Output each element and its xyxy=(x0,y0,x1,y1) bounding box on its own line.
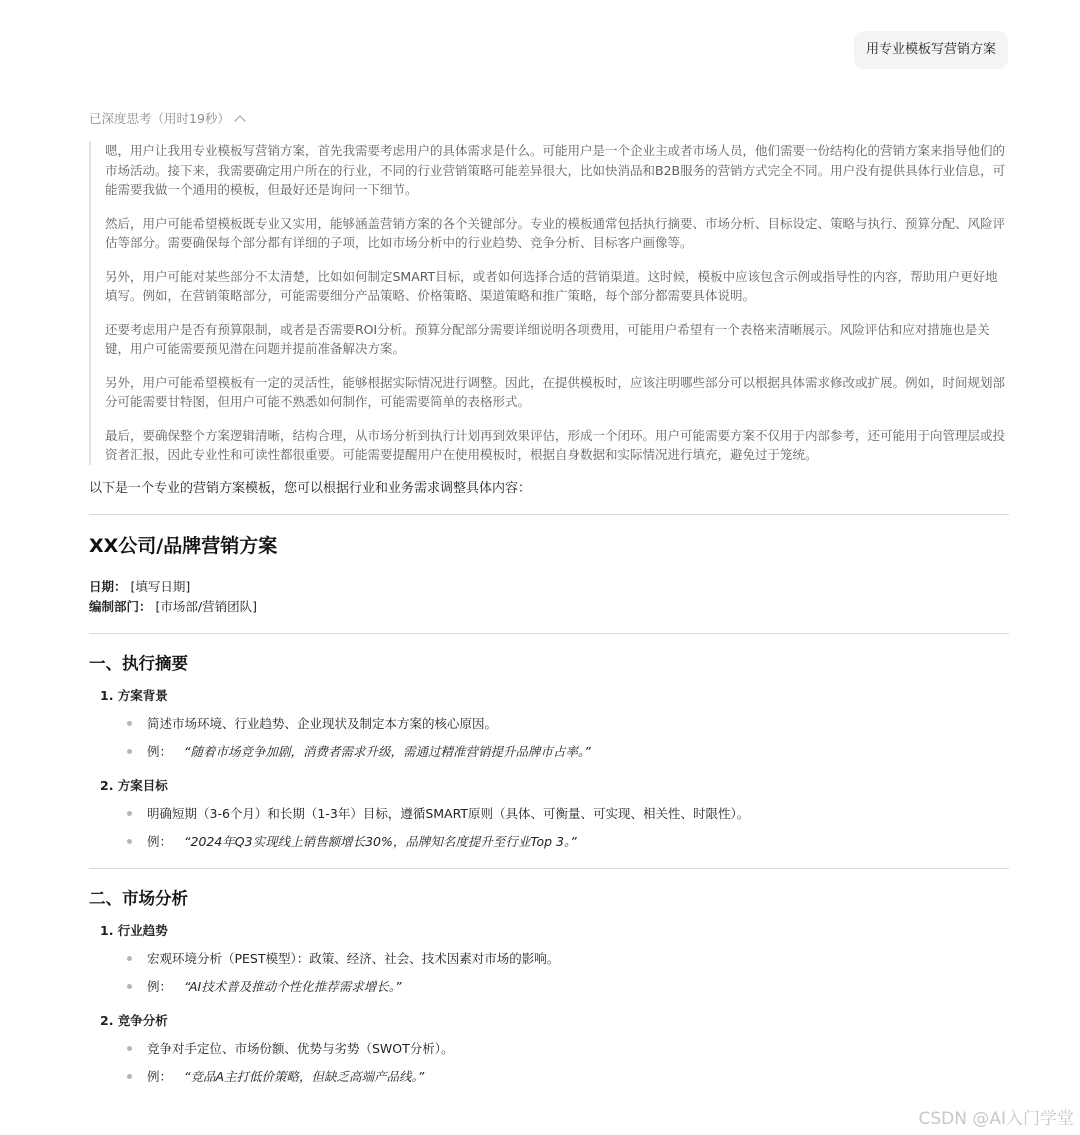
list-item xyxy=(127,714,1009,734)
divider xyxy=(89,633,1009,634)
section-heading: 一、执行摘要 xyxy=(89,653,188,673)
divider xyxy=(89,514,1009,515)
bullet-dot xyxy=(127,839,132,844)
list-item xyxy=(127,1039,1009,1059)
date-label: 日期： xyxy=(89,578,127,594)
assistant-response xyxy=(89,108,1009,1087)
example-text: “随着市场竞争加剧，消费者需求升级，需通过精准营销提升品牌市占率。” xyxy=(184,743,591,759)
list-item-text: 竞争对手定位、市场份额、优势与劣势（SWOT分析）。 xyxy=(147,1040,454,1056)
example-text: “2024年Q3实现线上销售额增长30%，品牌知名度提升至行业Top 3。” xyxy=(184,833,577,849)
bullet-dot xyxy=(127,1074,132,1079)
bullet-dot xyxy=(127,956,132,961)
date-value: [填写日期] xyxy=(130,578,191,594)
response-intro: 以下是一个专业的营销方案模板，您可以根据行业和业务需求调整具体内容： xyxy=(89,480,532,496)
bullet-dot xyxy=(127,749,132,754)
department-line xyxy=(89,597,1009,617)
example-label: 例： xyxy=(147,833,173,849)
subsection-heading: 1. 行业趋势 xyxy=(100,922,168,938)
thinking-paragraph: 嗯，用户让我用专业模板写营销方案，首先我需要考虑用户的具体需求是什么。可能用户是一个企业主或者市场人员，他们需要一份结构化的营销方案来指导他们的市场活动。接下来，我需要确定用户所在的行业，不同的行业营销策略可能差异很大，比如快消品和B2B服务的营销方式完全不同。用户没有提供具体行业信息，可能需要我做一个通用的模板，但最好还是询问一下细节。 xyxy=(105,143,1006,197)
thinking-paragraph: 另外，用户可能对某些部分不太清楚，比如如何制定SMART目标，或者如何选择合适的营销渠道。这时候，模板中应该包含示例或指导性的内容，帮助用户更好地填写。例如，在营销策略部分，可能需要细分产品策略、价格策略、渠道策略和推广策略，每个部分都需要具体说明。 xyxy=(105,268,998,303)
subsection-heading: 1. 方案背景 xyxy=(100,687,168,703)
document-title: XX公司/品牌营销方案 xyxy=(89,534,278,557)
thinking-paragraph: 另外，用户可能希望模板有一定的灵活性，能够根据实际情况进行调整。因此，在提供模板时，应该注明哪些部分可以根据具体需求修改或扩展。例如，时间规划部分可能需要甘特图，但用户可能不熟悉如何制作，可能需要简单的表格形式。 xyxy=(105,374,1006,409)
bullet-dot xyxy=(127,1046,132,1051)
example-item xyxy=(127,1067,1009,1087)
example-label: 例： xyxy=(147,978,173,994)
example-item xyxy=(127,832,1009,852)
thinking-header-label: 已深度思考（用时19秒） xyxy=(89,111,230,126)
department-label: 编制部门： xyxy=(89,598,152,614)
watermark: CSDN @AI入门学堂 xyxy=(918,1109,1074,1129)
example-item xyxy=(127,742,1009,762)
thinking-content xyxy=(89,141,1009,465)
list-item-text: 宏观环境分析（PEST模型）：政策、经济、社会、技术因素对市场的影响。 xyxy=(147,950,560,966)
example-item xyxy=(127,977,1009,997)
example-text: “AI技术普及推动个性化推荐需求增长。” xyxy=(184,978,402,994)
thinking-toggle[interactable] xyxy=(89,108,1009,128)
bullet-dot xyxy=(127,721,132,726)
list-item xyxy=(127,804,1009,824)
list-item xyxy=(127,949,1009,969)
example-text: “竞品A主打低价策略，但缺乏高端产品线。” xyxy=(184,1068,425,1084)
chevron-up-icon xyxy=(234,115,245,126)
subsection-heading: 2. 方案目标 xyxy=(100,777,168,793)
bullet-dot xyxy=(127,811,132,816)
date-line xyxy=(89,577,1009,597)
example-label: 例： xyxy=(147,743,173,759)
list-item-text: 明确短期（3-6个月）和长期（1-3年）目标，遵循SMART原则（具体、可衡量、可实现、相关性、时限性）。 xyxy=(147,805,750,821)
thinking-paragraph: 然后，用户可能希望模板既专业又实用，能够涵盖营销方案的各个关键部分。专业的模板通常包括执行摘要、市场分析、目标设定、策略与执行、预算分配、风险评估等部分。需要确保每个部分都有详细的子项，比如市场分析中的行业趋势、竞争分析、目标客户画像等。 xyxy=(105,215,1006,250)
user-message-bubble: 用专业模板写营销方案 xyxy=(854,31,1008,69)
list-item-text: 简述市场环境、行业趋势、企业现状及制定本方案的核心原因。 xyxy=(147,715,498,731)
thinking-paragraph: 最后，要确保整个方案逻辑清晰，结构合理，从市场分析到执行计划再到效果评估，形成一个闭环。用户可能需要方案不仅用于内部参考，还可能用于向管理层或投资者汇报，因此专业性和可读性都很重要。可能需要提醒用户在使用模板时，根据自身数据和实际情况进行填充，避免过于笼统。 xyxy=(105,427,1006,462)
department-value: [市场部/营销团队] xyxy=(155,598,257,614)
bullet-dot xyxy=(127,984,132,989)
example-label: 例： xyxy=(147,1068,173,1084)
thinking-paragraph: 还要考虑用户是否有预算限制，或者是否需要ROI分析。预算分配部分需要详细说明各项费用，可能用户希望有一个表格来清晰展示。风险评估和应对措施也是关键，用户可能需要预见潜在问题并提前准备解决方案。 xyxy=(105,321,990,356)
divider xyxy=(89,868,1009,869)
section-heading: 二、市场分析 xyxy=(89,888,188,908)
subsection-heading: 2. 竞争分析 xyxy=(100,1012,168,1028)
